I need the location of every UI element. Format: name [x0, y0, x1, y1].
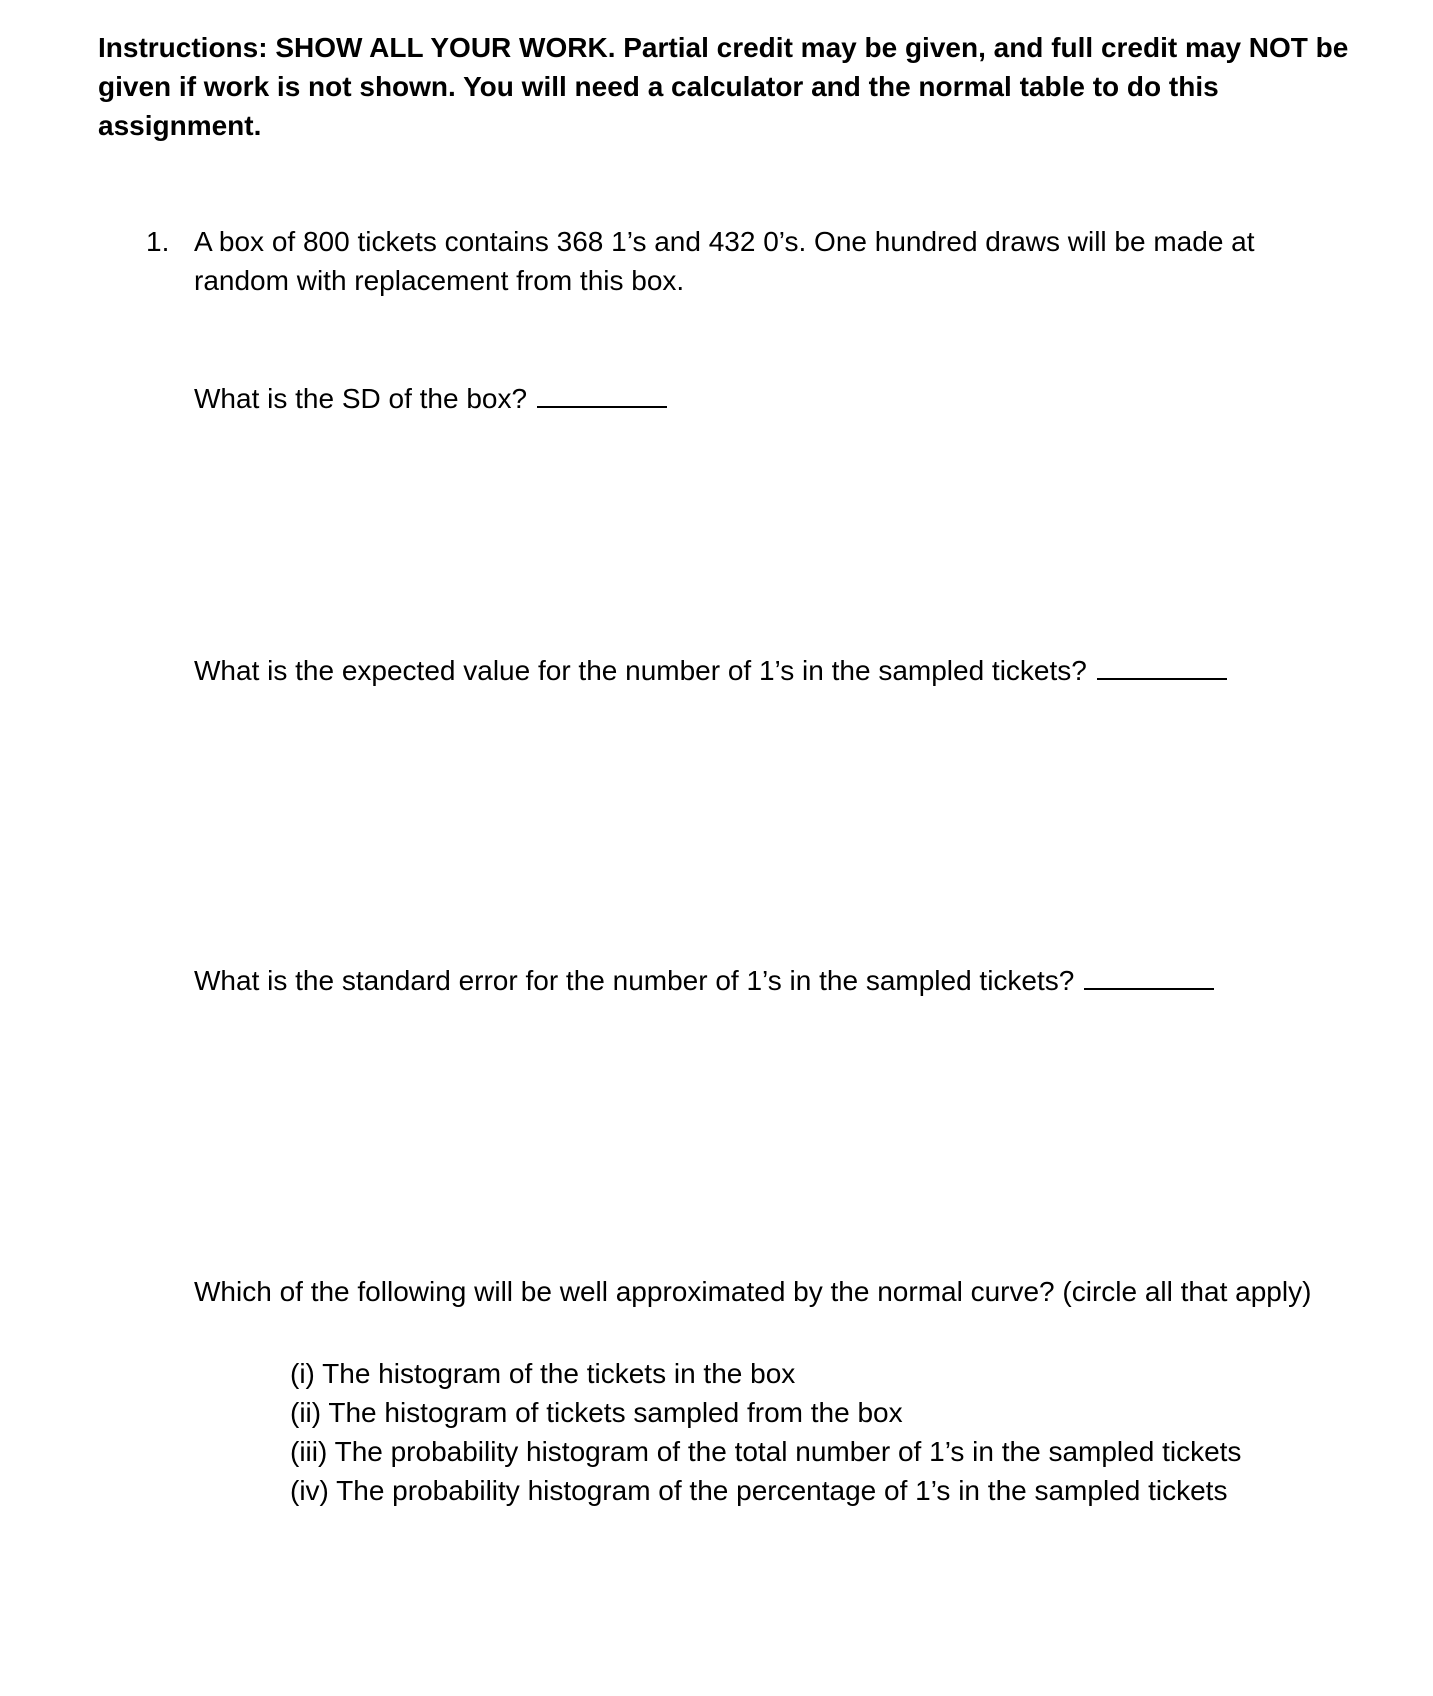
option-iii[interactable]: (iii) The probability histogram of the total number of 1’s in the sampled tickets: [290, 1436, 1242, 1467]
sd-answer-blank[interactable]: [537, 378, 667, 408]
instructions-text: Instructions: SHOW ALL YOUR WORK. Partial credit may be given, and full credit may NOT be given if work is not shown. You will need a calculator and the normal table to do this assignment.: [98, 32, 1349, 141]
se-answer-blank[interactable]: [1084, 960, 1214, 990]
se-question: [194, 960, 1214, 1000]
sd-question-label: What is the SD of the box?: [194, 383, 528, 414]
ev-answer-blank[interactable]: [1097, 650, 1227, 680]
sd-question: [194, 378, 667, 418]
ev-question-label: What is the expected value for the number of 1’s in the sampled tickets?: [194, 655, 1087, 686]
ev-question: [194, 650, 1227, 690]
se-question-label: What is the standard error for the number of 1’s in the sampled tickets?: [194, 965, 1075, 996]
option-iv[interactable]: (iv) The probability histogram of the percentage of 1’s in the sampled tickets: [290, 1475, 1228, 1506]
option-i[interactable]: (i) The histogram of the tickets in the box: [290, 1358, 796, 1389]
option-ii[interactable]: (ii) The histogram of tickets sampled from the box: [290, 1397, 903, 1428]
question-number: 1.: [146, 226, 170, 257]
answer-options: [290, 1354, 1241, 1510]
normal-curve-question: Which of the following will be well approximated by the normal curve? (circle all that apply): [194, 1276, 1312, 1307]
question-1-prompt: A box of 800 tickets contains 368 1’s and 432 0’s. One hundred draws will be made at random with replacement from this box.: [194, 226, 1255, 296]
